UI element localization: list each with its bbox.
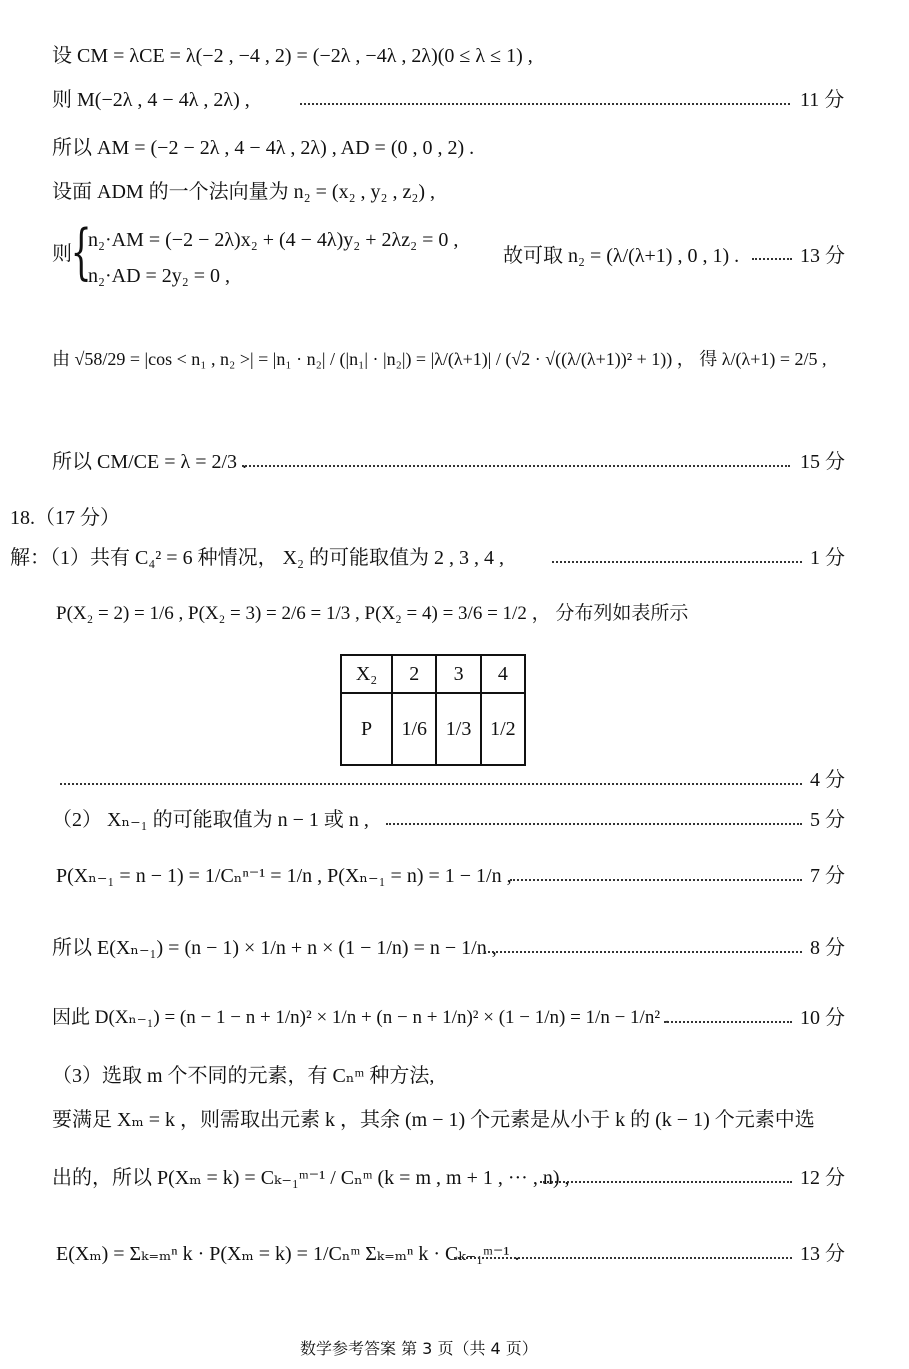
line-9: 解：（1）共有 C₄² = 6 种情况， X₂ 的可能取值为 2 , 3 , 4 , [10,547,505,569]
line-16: （3）选取 m 个不同的元素，有 Cₙᵐ 种方法, [52,1065,435,1087]
leader-dots [552,561,802,563]
normal-vector: 故可取 n₂ = (λ/(λ+1) , 0 , 1) . [503,245,740,267]
table-cell: 2 [392,655,436,693]
leader-dots [752,258,792,260]
left-brace: { [70,217,92,287]
question-18-heading: 18.（17 分） [10,507,120,529]
line-2: 则 M(−2λ , 4 − 4λ , 2λ) , [52,89,250,111]
distribution-table [340,654,526,766]
score-1: 1 分 [810,547,845,569]
leader-dots [242,465,790,467]
leader-dots [664,1021,792,1023]
table-cell: 4 [481,655,525,693]
table-cell: 3 [436,655,480,693]
score-12: 12 分 [800,1167,845,1189]
line-3: 所以 AM = (−2 − 2λ , 4 − 4λ , 2λ) , AD = (0 , 0 , 2) . [52,137,475,159]
line-14: 所以 E(Xₙ₋₁) = (n − 1) × 1/n + n × (1 − 1/n) = n − 1/n , [52,937,497,959]
line-17: 要满足 Xₘ = k ，则需取出元素 k ，其余 (m − 1) 个元素是从小于 k 的 (k − 1) 个元素中选 [52,1109,815,1131]
line-1: 设 CM = λCE = λ(−2 , −4 , 2) = (−2λ , −4λ , 2λ)(0 ≤ λ ≤ 1) , [52,45,533,67]
line-19: E(Xₘ) = Σₖ₌ₘⁿ k · P(Xₘ = k) = 1/Cₙᵐ Σₖ₌ₘⁿ k · Cₖ₋₁ᵐ⁻¹ . [56,1243,520,1265]
table-header-x2: X₂ [341,655,392,693]
score-4: 4 分 [810,769,845,791]
page-footer: 数学参考答案 第 3 页（共 4 页） [300,1339,538,1358]
table-cell: 1/6 [392,693,436,765]
leader-dots [540,1181,792,1183]
score-15: 15 分 [800,451,845,473]
leader-dots [510,879,802,881]
leader-dots [454,1257,792,1259]
line-4: 设面 ADM 的一个法向量为 n₂ = (x₂ , y₂ , z₂) , [52,181,436,203]
line-13: P(Xₙ₋₁ = n − 1) = 1/Cₙⁿ⁻¹ = 1/n , P(Xₙ₋₁ = n) = 1 − 1/n , [56,865,512,887]
line-10: P(X₂ = 2) = 1/6 , P(X₂ = 3) = 2/6 = 1/3 , P(X₂ = 4) = 3/6 = 1/2 ， 分布列如表所示 [56,603,689,624]
line-15: 因此 D(Xₙ₋₁) = (n − 1 − n + 1/n)² × 1/n + (n − n + 1/n)² × (1 − 1/n) = 1/n − 1/n² . [52,1007,670,1028]
leader-dots [484,951,802,953]
score-5: 5 分 [810,809,845,831]
score-7: 7 分 [810,865,845,887]
equation-1: n₂·AM = (−2 − 2λ)x₂ + (4 − 4λ)y₂ + 2λz₂ = 0 , [88,229,459,251]
line-18: 出的，所以 P(Xₘ = k) = Cₖ₋₁ᵐ⁻¹ / Cₙᵐ (k = m , m + 1 , ··· , n) , [52,1167,570,1189]
leader-dots [300,103,790,105]
line-5-prefix: 则 [52,243,72,265]
line-12: （2） Xₙ₋₁ 的可能取值为 n − 1 或 n , [52,809,369,831]
leader-dots [60,783,802,785]
score-13-b: 13 分 [800,1243,845,1265]
score-8: 8 分 [810,937,845,959]
score-10: 10 分 [800,1007,845,1029]
table-header-p: P [341,693,392,765]
equation-2: n₂·AD = 2y₂ = 0 , [88,265,231,287]
score-13: 13 分 [800,245,845,267]
score-11: 11 分 [800,89,845,111]
table-cell: 1/3 [436,693,480,765]
line-6: 由 √58/29 = |cos < n₁ , n₂ >| = |n₁ · n₂| / (|n₁| · |n₂|) = |λ/(λ+1)| / (√2 · √((λ/(λ+1))² + 1)) ， 得 λ/(λ+1) = 2/5 , [52,349,827,369]
line-7: 所以 CM/CE = λ = 2/3 . [52,451,248,473]
leader-dots [386,823,802,825]
table-cell: 1/2 [481,693,525,765]
